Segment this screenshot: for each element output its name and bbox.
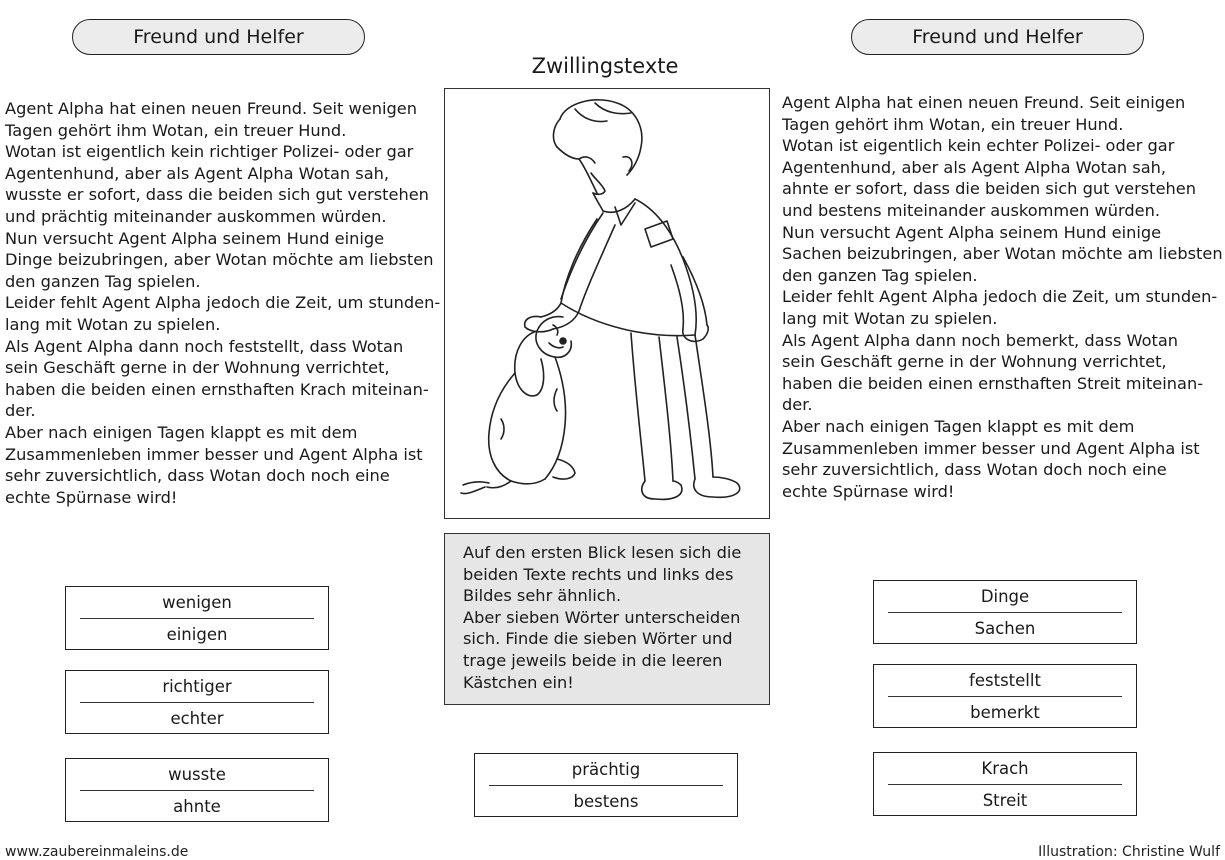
illustration-frame [444,88,770,519]
text-line: Tagen gehört ihm Wotan, ein treuer Hund. [782,114,1124,134]
text-line: haben die beiden einen ernsthaften Streit miteinan- [782,373,1204,393]
word-pair-top: feststellt [969,671,1041,690]
footer-illustration-credit: Illustration: Christine Wulf [1038,844,1220,860]
text-line: den ganzen Tag spielen. [782,265,978,285]
text-line: Tagen gehört ihm Wotan, ein treuer Hund. [5,120,347,140]
instruction-line: Aber sieben Wörter unterscheiden [463,607,741,627]
word-pair-divider [489,785,723,786]
text-line: Nun versucht Agent Alpha seinem Hund einige [782,222,1162,242]
header-pill-right: Freund und Helfer [851,19,1144,55]
word-pair-box [873,580,1137,644]
word-pair-divider [888,784,1122,785]
word-pair-box [474,753,738,817]
instruction-line: beiden Texte rechts und links des [463,564,734,584]
text-line: lang mit Wotan zu spielen. [782,308,998,328]
word-pair-divider [888,612,1122,613]
word-pair-box [873,664,1137,728]
instruction-line: Bildes sehr ähnlich. [463,586,622,606]
text-line: Aber nach einigen Tagen klappt es mit dem [5,422,358,442]
word-pair-box [65,586,329,650]
word-pair-top: Dinge [980,587,1030,606]
text-line: und prächtig miteinander auskommen würden. [5,206,387,226]
instruction-line: trage jeweils beide in die leeren [463,650,723,670]
text-line: sein Geschäft gerne in der Wohnung verrichtet, [5,358,390,378]
text-line: Agentenhund, aber als Agent Alpha Wotan sah, [5,163,390,183]
word-pair-top: wenigen [162,593,232,612]
header-pill-left: Freund und Helfer [72,19,365,55]
text-line: Aber nach einigen Tagen klappt es mit dem [782,416,1135,436]
footer-website: www.zaubereinmaleins.de [5,844,189,860]
word-pair-top: Krach [981,759,1029,778]
word-pair-box [873,752,1137,816]
text-line: Leider fehlt Agent Alpha jedoch die Zeit, um stunden- [5,293,441,313]
text-line: Wotan ist eigentlich kein richtiger Polizei- oder gar [5,142,414,162]
instruction-line: Kästchen ein! [463,672,574,692]
word-pair-bottom: bemerkt [970,703,1040,722]
text-line: wusste er sofort, dass die beiden sich gut verstehen [5,185,429,205]
word-pair-divider [888,696,1122,697]
text-line: Zusammenleben immer besser und Agent Alpha ist [782,438,1200,458]
text-line: Leider fehlt Agent Alpha jedoch die Zeit, um stunden- [782,287,1218,307]
text-line: echte Spürnase wird! [5,487,178,507]
word-pair-divider [80,790,314,791]
word-pair-bottom: bestens [573,792,639,811]
word-pair-top: prächtig [571,760,641,779]
text-line: Dinge beizubringen, aber Wotan möchte am liebsten [5,250,434,270]
word-pair-divider [80,702,314,703]
man-and-dog-illustration [445,89,768,517]
word-pair-divider [80,618,314,619]
text-line: der. [782,395,813,415]
left-story-text [5,98,440,508]
text-line: Als Agent Alpha dann noch feststellt, dass Wotan [5,336,404,356]
word-pair-bottom: Sachen [974,619,1036,638]
text-line: der. [5,401,36,421]
text-line: lang mit Wotan zu spielen. [5,314,221,334]
text-line: Zusammenleben immer besser und Agent Alpha ist [5,444,423,464]
text-line: ahnte er sofort, dass die beiden sich gut verstehen [782,179,1197,199]
text-line: haben die beiden einen ernsthaften Krach miteinan- [5,379,429,399]
word-pair-bottom: einigen [166,625,228,644]
word-pair-box [65,758,329,822]
right-story-text [782,92,1223,502]
instruction-box [444,533,770,705]
word-pair-box [65,670,329,734]
text-line: sehr zuversichtlich, dass Wotan doch noch eine [5,466,390,486]
text-line: Agentenhund, aber als Agent Alpha Wotan sah, [782,157,1167,177]
text-line: Agent Alpha hat einen neuen Freund. Seit einigen [782,93,1186,112]
text-line: Wotan ist eigentlich kein echter Polizei- oder gar [782,136,1175,156]
word-pair-top: wusste [168,765,226,784]
instruction-line: Auf den ersten Blick lesen sich die [463,543,742,562]
text-line: Als Agent Alpha dann noch bemerkt, dass Wotan [782,330,1179,350]
word-pair-bottom: Streit [982,791,1028,810]
text-line: und bestens miteinander auskommen würden. [782,200,1161,220]
text-line: den ganzen Tag spielen. [5,271,201,291]
text-line: sein Geschäft gerne in der Wohnung verrichtet, [782,352,1167,372]
text-line: Sachen beizubringen, aber Wotan möchte am liebsten [782,244,1223,264]
word-pair-bottom: echter [170,709,224,728]
text-line: echte Spürnase wird! [782,481,955,501]
word-pair-bottom: ahnte [173,797,221,816]
text-line: Nun versucht Agent Alpha seinem Hund einige [5,228,385,248]
page-title: Zwillingstexte [531,54,679,78]
text-line: Agent Alpha hat einen neuen Freund. Seit wenigen [5,99,417,118]
word-pair-top: richtiger [162,677,232,696]
instruction-line: sich. Finde die sieben Wörter und [463,629,733,649]
text-line: sehr zuversichtlich, dass Wotan doch noch eine [782,460,1167,480]
